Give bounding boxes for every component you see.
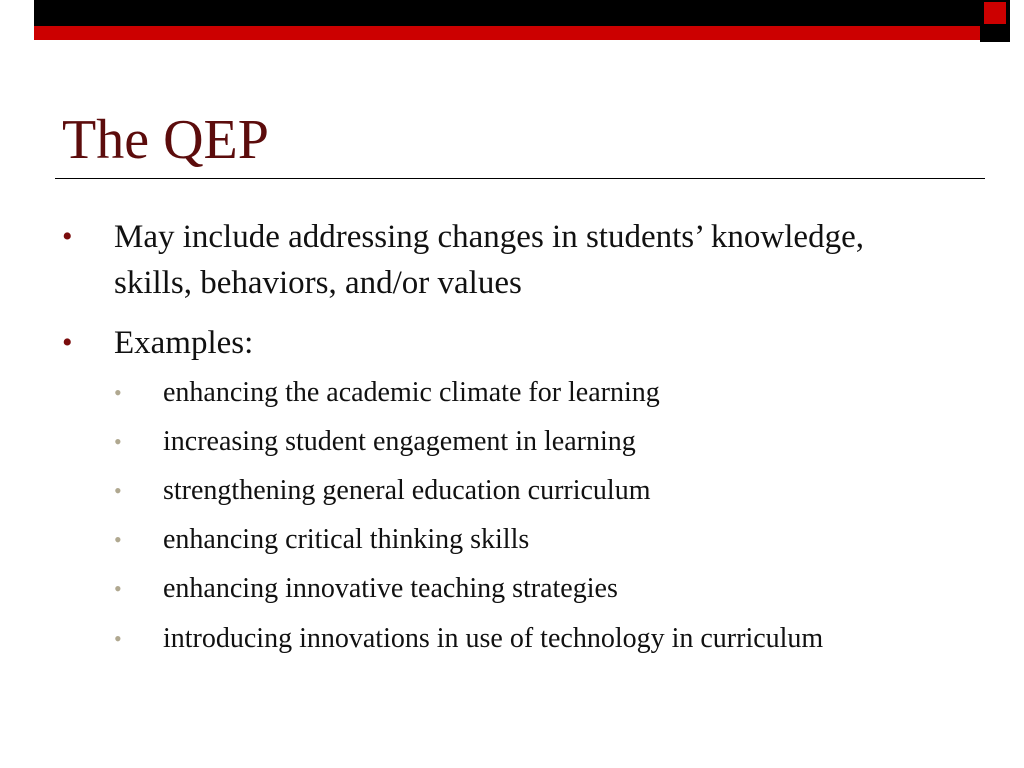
bullet-marker: • <box>62 220 73 253</box>
sub-bullet-text: strengthening general education curriculum <box>163 475 651 506</box>
sub-bullet-marker: • <box>114 576 122 601</box>
sub-bullet-marker: • <box>114 429 122 454</box>
sub-bullet-text: increasing student engagement in learning <box>163 426 636 457</box>
sub-bullet-marker: • <box>114 527 122 552</box>
sub-bullet-marker: • <box>114 626 122 651</box>
bullet-marker: • <box>62 326 73 359</box>
bullet-text: Examples: <box>114 325 254 361</box>
slide-title: The QEP <box>62 109 269 171</box>
bullet-text: May include addressing changes in students’ knowledge, skills, behaviors, and/or values <box>114 219 864 301</box>
sub-bullet-text: enhancing critical thinking skills <box>163 524 530 555</box>
sub-bullet-text: enhancing the academic climate for learning <box>163 377 660 408</box>
sub-bullet-text: enhancing innovative teaching strategies <box>163 573 618 604</box>
sub-bullet-marker: • <box>114 380 122 405</box>
sub-bullet-text: introducing innovations in use of technology in curriculum <box>163 623 824 654</box>
sub-bullet-marker: • <box>114 478 122 503</box>
